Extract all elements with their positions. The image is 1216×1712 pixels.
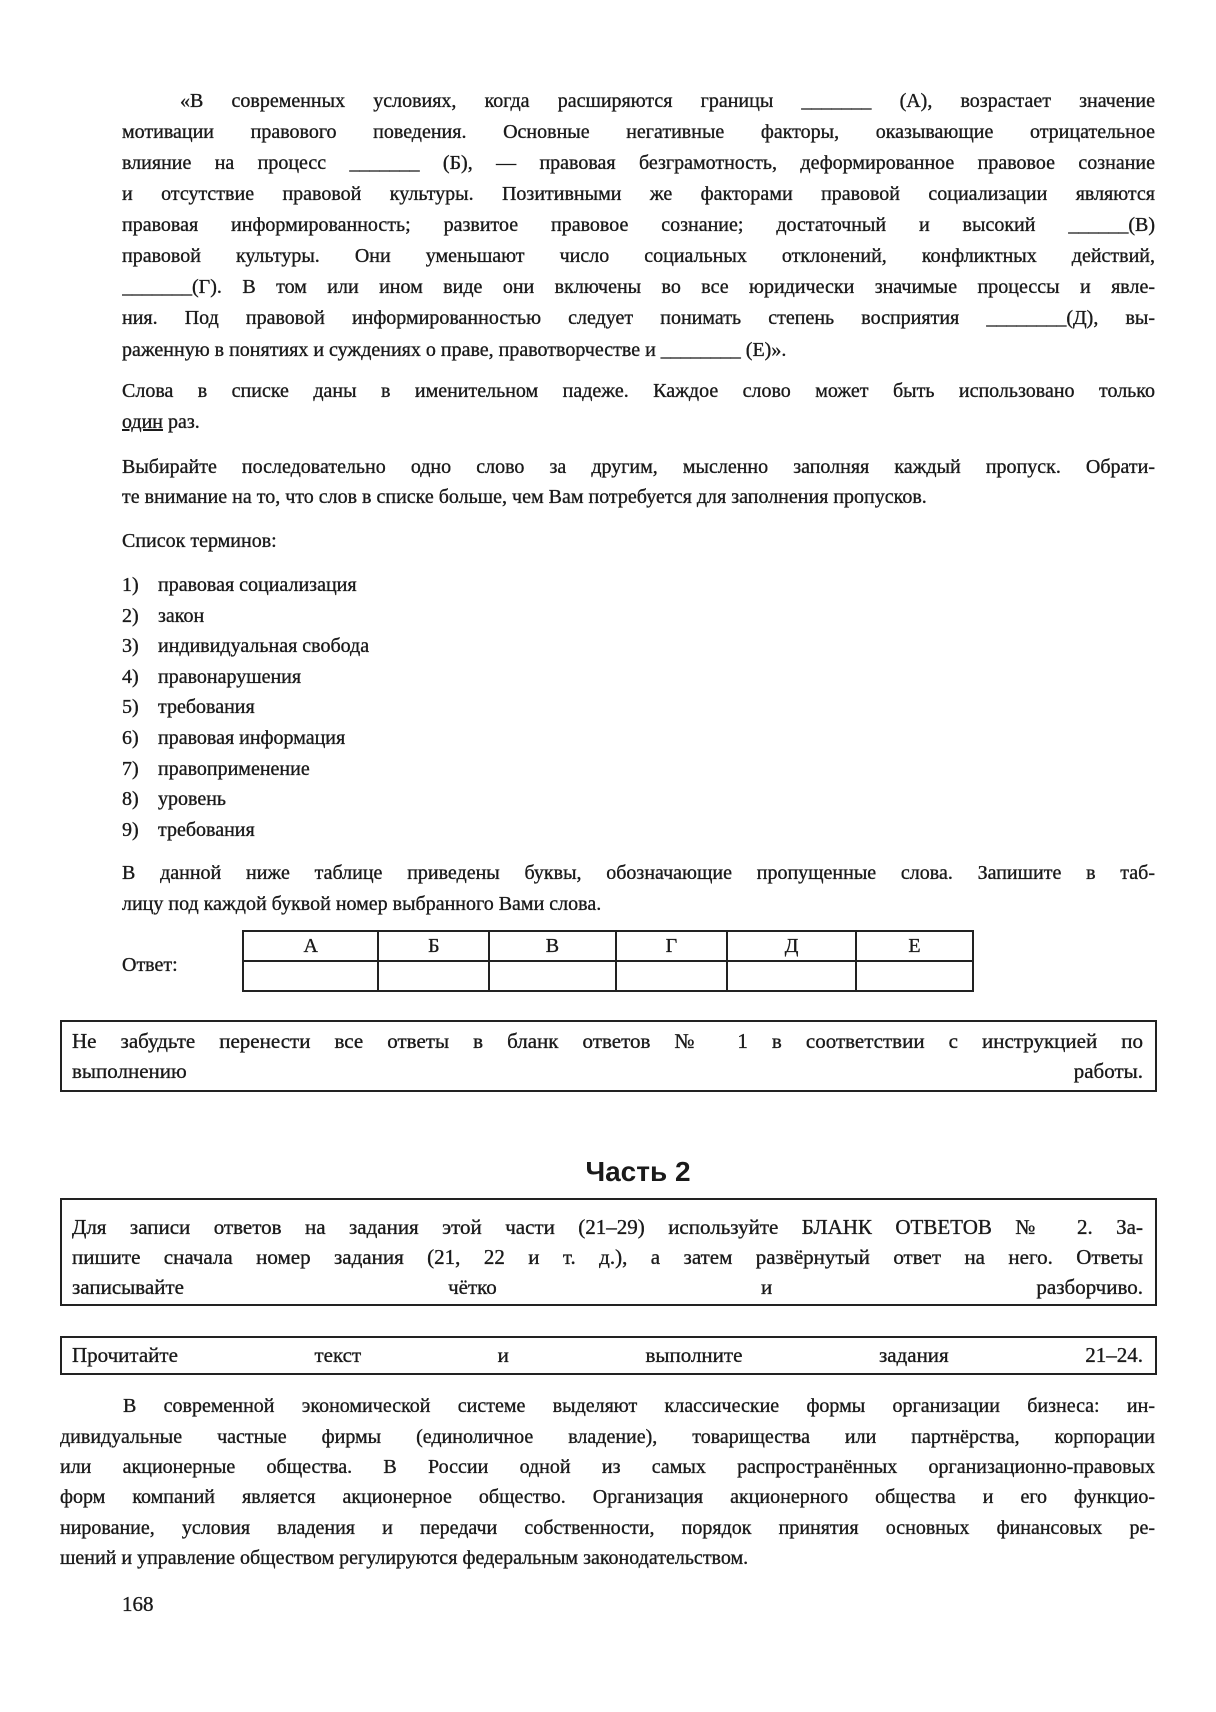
term-label: правонарушения: [158, 666, 302, 688]
text-line: нирование, условия владения и передачи собственности, порядок принятия основных финансовых ре-: [60, 1517, 1155, 1539]
letter-cell: А: [243, 931, 378, 961]
reminder-line: Не забудьте перенести все ответы в бланк ответов № 1 в соответствии с инструкцией по: [72, 1029, 1143, 1053]
term-number: 1): [122, 574, 139, 596]
page-number: 168: [122, 1592, 154, 1616]
term-label: закон: [158, 605, 205, 627]
term-number: 3): [122, 635, 139, 657]
text-line: форм компаний является акционерное общество. Организация акционерного общества и его функцио-: [60, 1486, 1155, 1508]
reminder-line: выполнению работы.: [72, 1059, 1143, 1083]
table-instruction: лицу под каждой буквой номер выбранного Вами слова.: [122, 893, 602, 915]
case-instruction-rest: раз.: [163, 411, 200, 433]
letter-cell: Д: [727, 931, 856, 961]
answer-table: [242, 930, 974, 992]
passage-line: и отсутствие правовой культуры. Позитивными же факторами правовой социализации являются: [122, 183, 1155, 205]
letter-cell: Е: [856, 931, 973, 961]
letter-cell: Б: [378, 931, 489, 961]
term-number: 9): [122, 819, 139, 841]
text-line: шений и управление обществом регулируются федеральным законодательством.: [60, 1547, 749, 1569]
term-label: правоприменение: [158, 758, 310, 780]
case-instruction: Слова в списке даны в именительном падеже. Каждое слово может быть использовано только: [122, 380, 1155, 402]
text-line: дивидуальные частные фирмы (единоличное владение), товарищества или партнёрства, корпорации: [60, 1426, 1155, 1448]
answer-values-row: [243, 961, 973, 991]
term-number: 5): [122, 696, 139, 718]
term-number: 6): [122, 727, 139, 749]
answer-cell-v[interactable]: [489, 961, 615, 991]
passage-line: мотивации правового поведения. Основные негативные факторы, оказывающие отрицательное: [122, 121, 1155, 143]
underlined-word: один: [122, 411, 164, 433]
passage-line: «В современных условиях, когда расширяются границы _______ (А), возрастает значение: [180, 90, 1155, 112]
task-text: Прочитайте текст и выполните задания 21–24.: [72, 1343, 1143, 1367]
term-number: 4): [122, 666, 139, 688]
part2-instruction-line: пишите сначала номер задания (21, 22 и т. д.), а затем развёрнутый ответ на него. Ответы: [72, 1245, 1143, 1269]
term-label: правовая социализация: [158, 574, 357, 596]
term-label: требования: [158, 819, 255, 841]
term-label: индивидуальная свобода: [158, 635, 370, 657]
table-instruction: В данной ниже таблице приведены буквы, обозначающие пропущенные слова. Запишите в таб-: [122, 862, 1155, 884]
order-instruction: те внимание на то, что слов в списке больше, чем Вам потребуется для заполнения пропусков.: [122, 486, 927, 508]
passage-line: правовой культуры. Они уменьшают число социальных отклонений, конфликтных действий,: [122, 245, 1155, 267]
passage-line: влияние на процесс _______ (Б), — правовая безграмотность, деформированное правовое сознание: [122, 152, 1155, 174]
terms-title: Список терминов:: [122, 530, 277, 552]
letter-cell: В: [489, 931, 615, 961]
answer-cell-b[interactable]: [378, 961, 489, 991]
term-label: уровень: [158, 788, 227, 810]
part2-instruction-line: Для записи ответов на задания этой части (21–29) используйте БЛАНК ОТВЕТОВ № 2. За-: [72, 1215, 1143, 1239]
answer-label: Ответ:: [122, 954, 178, 976]
part2-instruction-line: записывайте чётко и разборчиво.: [72, 1275, 1143, 1299]
text-line: В современной экономической системе выделяют классические формы организации бизнеса: ин-: [123, 1395, 1155, 1417]
passage-line: раженную в понятиях и суждениях о праве, правотворчестве и ________ (Е)».: [122, 339, 787, 361]
answer-cell-e[interactable]: [856, 961, 973, 991]
text-line: или акционерные общества. В России одной из самых распространённых организационно-правовых: [60, 1456, 1155, 1478]
letter-cell: Г: [616, 931, 728, 961]
answer-letters-row: [243, 931, 973, 961]
term-number: 8): [122, 788, 139, 810]
term-label: правовая информация: [158, 727, 346, 749]
answer-cell-g[interactable]: [616, 961, 728, 991]
passage-line: _______(Г). В том или ином виде они включены во все юридически значимые процессы и явле-: [122, 276, 1155, 298]
passage-line: правовая информированность; развитое правовое сознание; достаточный и высокий ______(В): [122, 214, 1155, 236]
term-label: требования: [158, 696, 255, 718]
answer-cell-d[interactable]: [727, 961, 856, 991]
answer-cell-a[interactable]: [243, 961, 378, 991]
term-number: 2): [122, 605, 139, 627]
case-instruction-end: [122, 409, 1155, 435]
term-number: 7): [122, 758, 139, 780]
passage-line: ния. Под правовой информированностью следует понимать степень восприятия ________(Д), вы-: [122, 307, 1155, 329]
part2-heading: Часть 2: [585, 1156, 691, 1187]
order-instruction: Выбирайте последовательно одно слово за другим, мысленно заполняя каждый пропуск. Обрати-: [122, 456, 1155, 478]
